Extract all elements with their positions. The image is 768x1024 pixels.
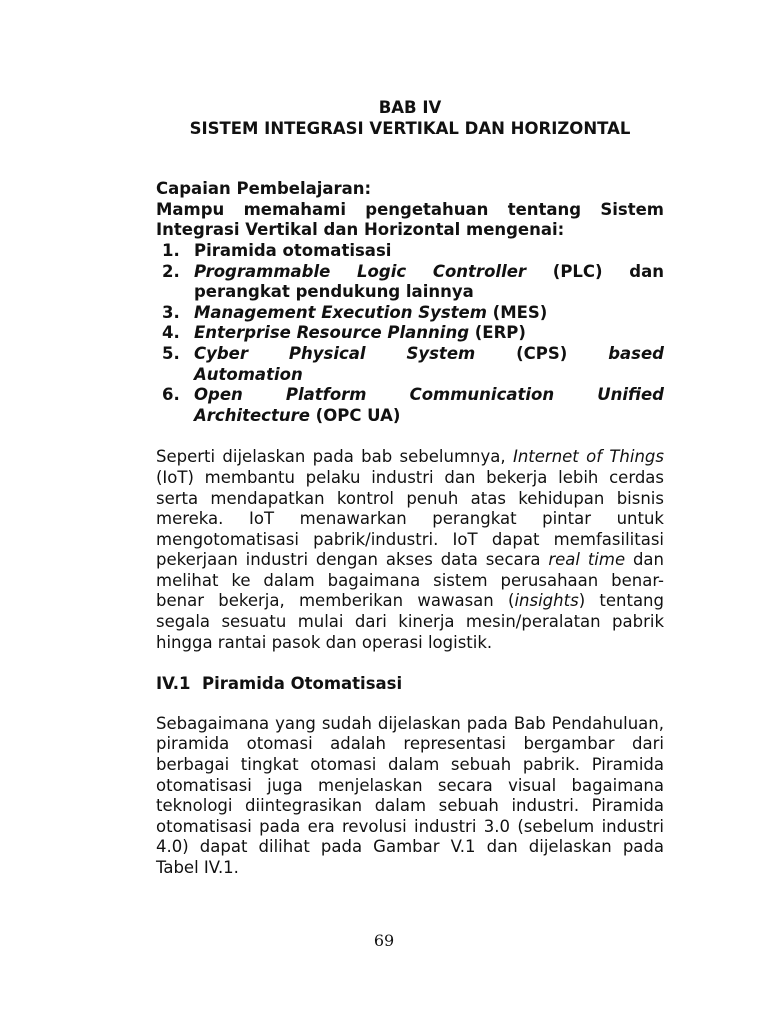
list-item: 6. Open Platform Communication Unified Architecture (OPC UA) [162,385,664,425]
page-content [156,98,664,879]
page-number: 69 [373,931,395,950]
objectives-heading: Capaian Pembelajaran: [156,179,372,199]
list-item: 5. Cyber Physical System (CPS) based Automation [162,343,664,384]
chapter-title: SISTEM INTEGRASI VERTIKAL DAN HORIZONTAL [189,118,631,138]
objectives-list [156,241,664,426]
body-paragraph-iot: Seperti dijelaskan pada bab sebelumnya, Internet of Things (IoT) membantu pelaku industri dan bekerja lebih cerdas serta mendapatkan kontrol penuh atas kehidupan bisnis mereka. IoT menawarkan perangkat pintar untuk mengotomatisasi pabrik/industri. IoT dapat memfasilitasi pekerjaan industri dengan akses data secara real time dan melihat ke dalam bagaimana sistem perusahaan benar-benar bekerja, memberikan wawasan (insights) tentang segala sesuatu mulai dari kinerja mesin/peralatan pabrik hingga rantai pasok dan operasi logistik. [156,447,664,652]
list-item: 1. Piramida otomatisasi [162,240,392,260]
body-paragraph-pyramid: Sebagaimana yang sudah dijelaskan pada Bab Pendahuluan, piramida otomasi adalah representasi bergambar dari berbagai tingkat otomasi dalam sebuah pabrik. Piramida otomatisasi juga menjelaskan secara visual bagaimana teknologi diintegrasikan dalam sebuah industri. Piramida otomatisasi pada era revolusi industri 3.0 (sebelum industri 4.0) dapat dilihat pada Gambar V.1 dan dijelaskan pada Tabel IV.1. [156,713,664,877]
objectives-intro: Mampu memahami pengetahuan tentang Sistem Integrasi Vertikal dan Horizontal mengenai: [156,199,664,240]
list-item: 3. Management Execution System (MES) [162,302,548,322]
section-heading: IV.1 Piramida Otomatisasi [156,674,403,694]
chapter-label: BAB IV [378,98,442,117]
list-item: 4. Enterprise Resource Planning (ERP) [162,323,526,343]
list-item: 2. Programmable Logic Controller (PLC) dan perangkat pendukung lainnya [162,261,664,302]
